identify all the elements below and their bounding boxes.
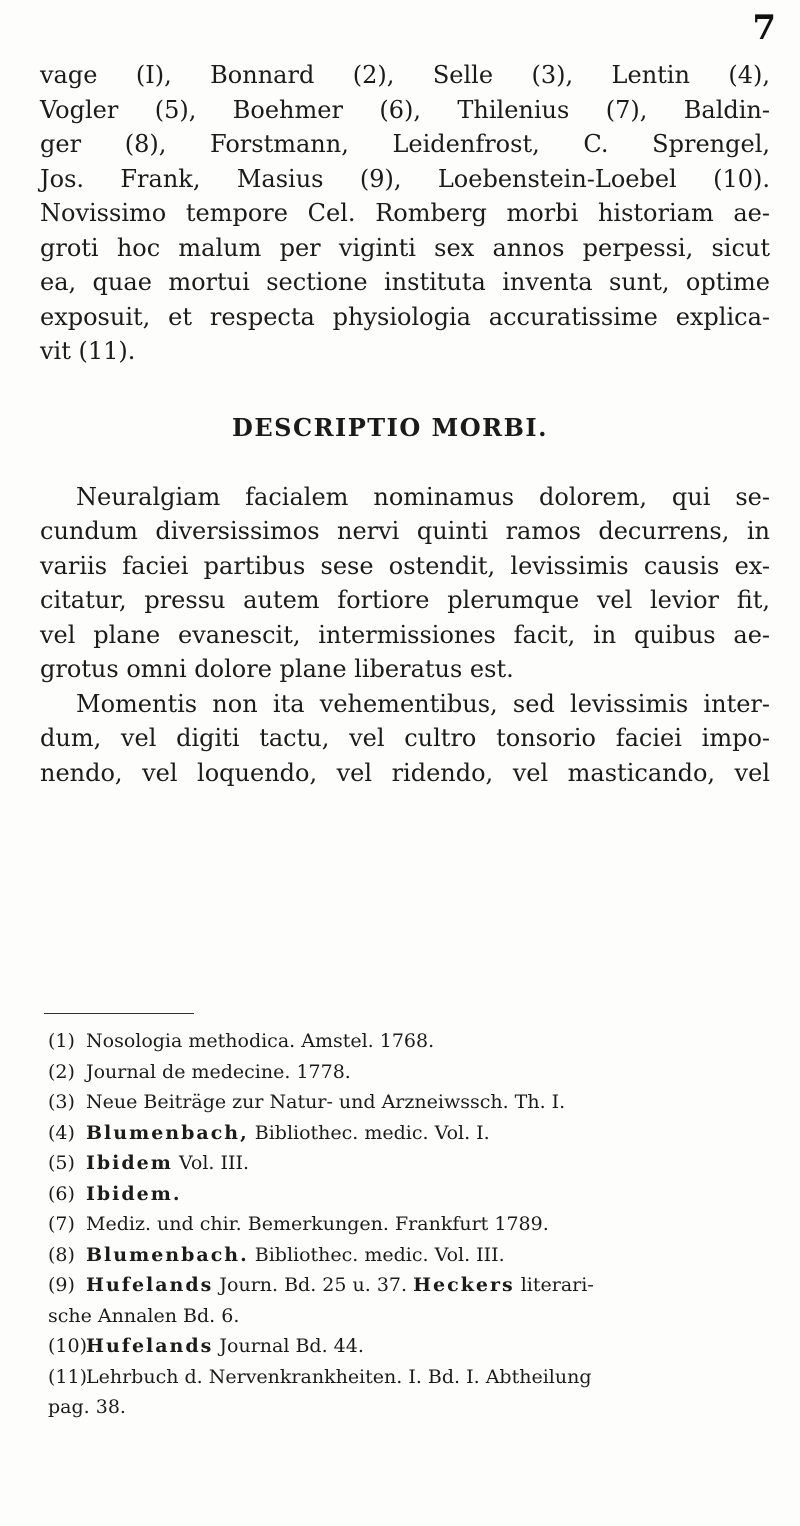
intro-line: groti hoc malum per viginti sex annos perpessi, sicut [40, 233, 770, 262]
intro-line: Jos. Frank, Masius (9), Loebenstein-Loebel (10). [40, 164, 770, 193]
footnote: (9) Hufelands Journ. Bd. 25 u. 37. Heckers literari- [48, 1274, 594, 1296]
footnote-continuation: sche Annalen Bd. 6. [48, 1304, 240, 1327]
section-heading: DESCRIPTIO MORBI. [232, 412, 548, 442]
footnote: (4) Blumenbach, Bibliothec. medic. Vol. I. [48, 1121, 490, 1144]
footnote: (7) Mediz. und chir. Bemerkungen. Frankfurt 1789. [48, 1213, 549, 1235]
paragraph-line: cundum diversissimos nervi quinti ramos decurrens, in [40, 517, 770, 545]
intro-line: Novissimo tempore Cel. Romberg morbi historiam ae- [40, 199, 770, 227]
footnote: (1) Nosologia methodica. Amstel. 1768. [48, 1030, 435, 1052]
intro-line: exposuit, et respecta physiologia accuratissime explica- [40, 302, 770, 331]
footnote: (2) Journal de medecine. 1778. [48, 1060, 351, 1083]
paragraph-line: dum, vel digiti tactu, vel cultro tonsorio faciei impo- [40, 724, 770, 752]
paragraph-line: nendo, vel loquendo, vel ridendo, vel masticando, vel [40, 758, 770, 787]
footnote: (3) Neue Beiträge zur Natur- und Arzneiwssch. Th. I. [48, 1091, 566, 1113]
paragraph-line: variis faciei partibus sese ostendit, levissimis causis ex- [40, 551, 770, 580]
intro-line: ea, quae mortui sectione instituta inventa sunt, optime [40, 268, 770, 296]
page-number: 7 [752, 8, 776, 48]
main-text [40, 58, 770, 790]
intro-line: ger (8), Forstmann, Leidenfrost, C. Sprengel, [40, 130, 770, 158]
paragraph-line: vel plane evanescit, intermissiones facit, in quibus ae- [40, 620, 770, 649]
footnote-divider [44, 1013, 194, 1014]
intro-line: Vogler (5), Boehmer (6), Thilenius (7), Baldin- [40, 95, 770, 124]
footnote: (5) Ibidem Vol. III. [48, 1152, 250, 1174]
paragraph-line: Momentis non ita vehementibus, sed levissimis inter- [76, 689, 770, 718]
intro-line: vit (11). [40, 337, 136, 365]
footnote: (8) Blumenbach. Bibliothec. medic. Vol. III. [48, 1243, 505, 1266]
paragraph-line: citatur, pressu autem fortiore plerumque vel levior fit, [40, 586, 770, 614]
footnotes [48, 1026, 770, 1423]
intro-line: vage (I), Bonnard (2), Selle (3), Lentin (4), [40, 61, 770, 89]
footnote-continuation: pag. 38. [48, 1396, 126, 1418]
footnote: (10)Hufelands Journal Bd. 44. [48, 1335, 364, 1357]
footnote: (11)Lehrbuch d. Nervenkrankheiten. I. Bd. I. Abtheilung [48, 1365, 592, 1388]
paragraph-line: Neuralgiam facialem nominamus dolorem, qui se- [76, 482, 770, 511]
footnote: (6) Ibidem. [48, 1182, 182, 1205]
paragraph-line: grotus omni dolore plane liberatus est. [40, 655, 514, 683]
